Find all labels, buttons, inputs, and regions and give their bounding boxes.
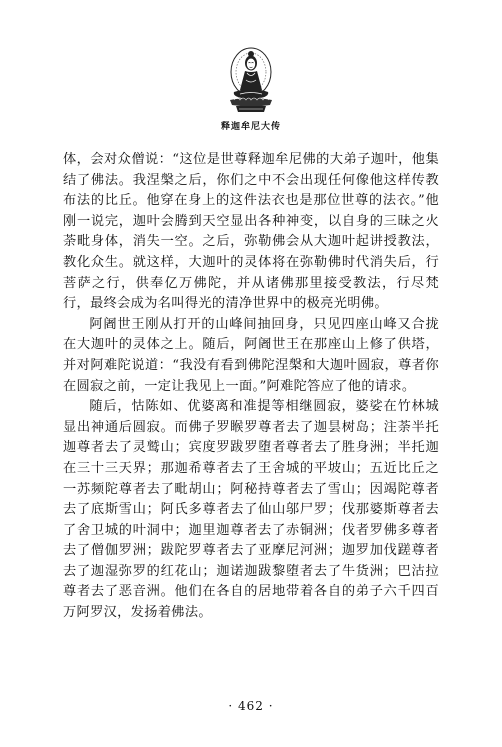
seated-buddha-icon: [210, 42, 292, 120]
body-text: [63, 150, 439, 624]
paragraph: 随后，怙陈如、优婆离和准提等相继圆寂，婆娑在竹林城显出神通后圆寂。而佛子罗睺罗尊者去了迦昙树岛；注荼半托迦尊者去了灵鹫山；宾度罗跋罗堕者尊者去了胜身洲；半托迦在三十三天界；那迦希尊者去了王舍城的平坡山；五近比丘之一苏频陀尊者去了毗胡山；阿秘持尊者去了雪山；因竭陀尊者去了底斯雪山；阿氏多尊者去了仙山邬尸罗；伐那婆斯尊者去了舍卫城的叶洞中；迦里迦尊者去了赤铜洲；伐者罗佛多尊者去了僧伽罗洲；跋陀罗尊者去了亚摩尼河洲；迦罗加伐蹉尊者去了迦湿弥罗的红花山；迦诺迦跋黎堕者去了牛货洲；巴沽拉尊者去了恶音洲。他们在各自的居地带着各自的弟子六千四百万阿罗汉，发扬着佛法。: [63, 399, 439, 621]
paragraph: 阿阇世王刚从打开的山峰间抽回身，只见四座山峰又合拢在大迦叶的灵体之上。随后，阿阇世王在那座山上修了供塔，并对阿难陀说道：“我没有看到佛陀涅槃和大迦叶圆寂，尊者你在圆寂之前，一定让我见上一面。”阿难陀答应了他的请求。: [63, 316, 439, 394]
paragraph-continued: 体，会对众僧说：“这位是世尊释迦牟尼佛的大弟子迦叶，他集结了佛法。我涅槃之后，你们之中不会出现任何像他这样传教布法的比丘。他穿在身上的这件法衣也是那位世尊的法衣。”他刚一说完，迦叶会腾到天空显出各种神变，以自身的三昧之火荼毗身体，消失一空。之后，弥勒佛会从大迦叶起讲授教法，教化众生。就这样，大迦叶的灵体将在弥勒佛时代消失后，行菩萨之行，供奉亿万佛陀，并从诸佛那里接受教法，行尽梵行，最终会成为名叫得光的清净世界中的极亮光明佛。: [63, 152, 439, 312]
page-number: · 462 ·: [228, 699, 274, 713]
header-caption: 释迦牟尼大传: [220, 122, 281, 132]
